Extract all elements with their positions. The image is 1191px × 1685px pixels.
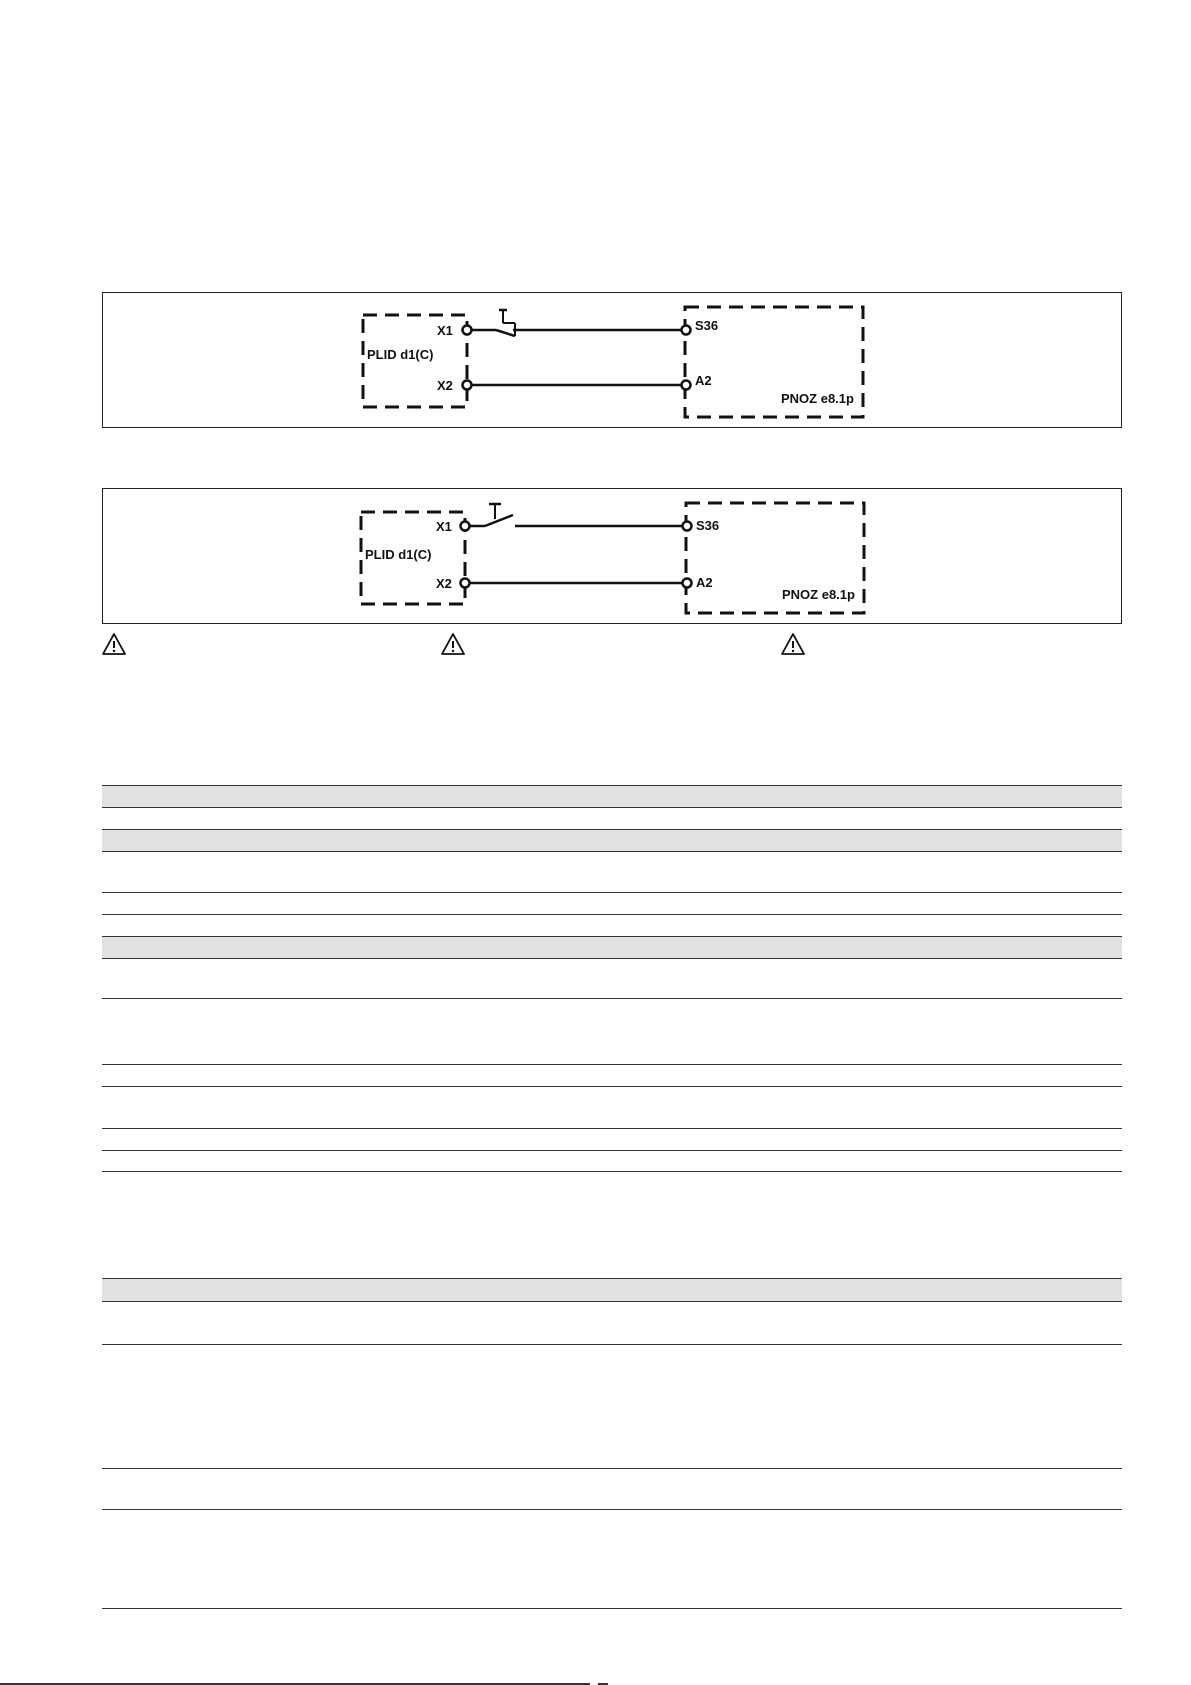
wiring-diagram-1 — [102, 292, 1122, 428]
wiring-diagram-1-svg — [103, 293, 1123, 429]
terminal-s36 — [683, 522, 692, 531]
label-s36: S36 — [696, 518, 720, 533]
table-row-rule — [102, 851, 1122, 852]
left-device-label: PLID d1(C) — [365, 547, 432, 562]
table-row-rule — [102, 1064, 1122, 1065]
warning-triangle-icon — [101, 632, 127, 656]
terminal-a2 — [682, 381, 691, 390]
no-pushbutton-icon — [489, 504, 501, 519]
table-section-header — [102, 936, 1122, 958]
table-section-header — [102, 785, 1122, 807]
table-row-rule — [102, 1509, 1122, 1510]
label-a2: A2 — [696, 575, 713, 590]
label-a2: A2 — [695, 373, 712, 388]
label-s36: S36 — [695, 318, 719, 333]
table-row-rule — [102, 807, 1122, 808]
table-row-rule — [102, 1171, 1122, 1172]
table-row-rule — [102, 1344, 1122, 1345]
terminal-x1 — [461, 522, 470, 531]
table-section-header — [102, 829, 1122, 851]
table-row-rule — [102, 1128, 1122, 1129]
table-row-rule — [102, 1086, 1122, 1087]
terminal-x2 — [463, 381, 472, 390]
wiring-diagram-2-svg — [103, 489, 1123, 625]
table-row-rule — [102, 892, 1122, 893]
label-x2: X2 — [436, 576, 452, 591]
warning-triangle-icon — [440, 632, 466, 656]
table-section-header — [102, 1278, 1122, 1301]
left-device-label: PLID d1(C) — [367, 347, 434, 362]
label-x2: X2 — [437, 378, 453, 393]
table-row-rule — [102, 958, 1122, 959]
right-device-label: PNOZ e8.1p — [781, 391, 854, 406]
terminal-s36 — [682, 326, 691, 335]
table-row-rule — [102, 914, 1122, 915]
terminal-a2 — [683, 579, 692, 588]
table-row-rule — [102, 1608, 1122, 1609]
terminal-x1 — [463, 326, 472, 335]
label-x1: X1 — [436, 519, 452, 534]
wiring-diagram-2 — [102, 488, 1122, 624]
right-device-label: PNOZ e8.1p — [782, 587, 855, 602]
warning-triangle-icon — [780, 632, 806, 656]
table-row-rule — [102, 998, 1122, 999]
label-x1: X1 — [437, 323, 453, 338]
terminal-x2 — [461, 579, 470, 588]
table-row-rule — [102, 1301, 1122, 1302]
table-row-rule — [102, 1150, 1122, 1151]
table-row-rule — [102, 1468, 1122, 1469]
